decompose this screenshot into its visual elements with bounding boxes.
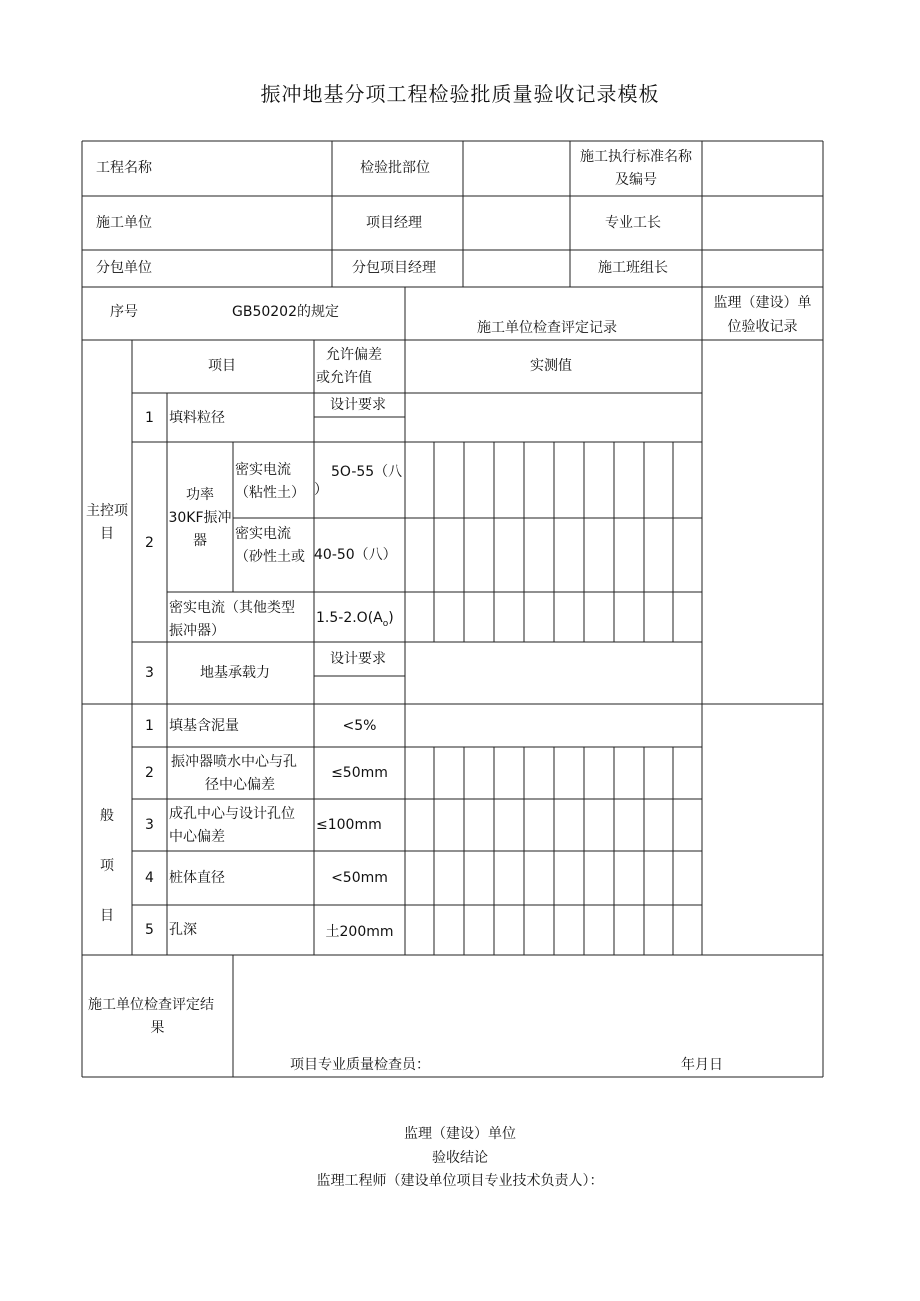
general-no-4: 4 bbox=[145, 870, 154, 886]
result-label-2: 果 bbox=[150, 1020, 165, 1036]
label-supervisor-record-2: 位验收记录 bbox=[727, 319, 798, 335]
footer-supervisor-unit: 监理（建设）单位 bbox=[404, 1126, 516, 1142]
label-seq: 序号 bbox=[110, 304, 138, 320]
current-other: 密实电流（其他类型 bbox=[169, 600, 295, 616]
general-no-2: 2 bbox=[145, 765, 154, 781]
general-value-1: <5% bbox=[342, 718, 377, 734]
footer-conclusion: 验收结论 bbox=[432, 1150, 488, 1166]
fill-size: 填料粒径 bbox=[169, 410, 225, 426]
general-value-2: ≤50mm bbox=[331, 765, 388, 781]
design-req-3: 设计要求 bbox=[330, 651, 386, 667]
current-other-2: 振冲器） bbox=[169, 623, 225, 639]
general-name-3: 成孔中心与设计孔位 bbox=[169, 806, 295, 822]
general-name-1: 填基含泥量 bbox=[169, 718, 239, 734]
power-label-2: 30KF振冲 bbox=[168, 510, 232, 526]
label-measured: 实测值 bbox=[530, 358, 572, 374]
current-clay-value: 5O-55（八 bbox=[331, 464, 403, 480]
label-standard-name: 施工执行标准名称 bbox=[580, 149, 692, 165]
current-sand-value: 40-50（八） bbox=[314, 547, 397, 563]
seq-2: 2 bbox=[145, 535, 154, 551]
result-date: 年月日 bbox=[681, 1057, 723, 1073]
label-supervisor-record: 监理（建设）单 bbox=[713, 295, 812, 311]
label-general-2: 项 bbox=[100, 858, 114, 874]
label-general-1: 般 bbox=[100, 808, 114, 824]
general-no-1: 1 bbox=[145, 718, 154, 734]
label-contractor-record: 施工单位检查评定记录 bbox=[477, 320, 617, 336]
current-sand: 密实电流 bbox=[235, 526, 291, 542]
general-no-5: 5 bbox=[145, 922, 154, 938]
label-tolerance-2: 或允许值 bbox=[316, 370, 372, 386]
power-label: 功率 bbox=[186, 487, 214, 503]
label-construction-unit: 施工单位 bbox=[96, 215, 152, 231]
current-sand-2: （砂性土或 bbox=[235, 549, 305, 565]
design-req-1: 设计要求 bbox=[330, 397, 386, 413]
label-item: 项目 bbox=[208, 358, 236, 374]
general-name-2: 振冲器喷水中心与孔 bbox=[171, 754, 297, 770]
seq-1: 1 bbox=[145, 410, 154, 426]
general-value-3: ≤100mm bbox=[316, 817, 382, 833]
current-other-value: $1.5-2.O(A_o)$ bbox=[316, 610, 394, 629]
general-name-3b: 中心偏差 bbox=[169, 829, 225, 845]
seq-3: 3 bbox=[145, 665, 154, 681]
label-subcontractor: 分包单位 bbox=[96, 260, 152, 276]
label-tolerance: 允许偏差 bbox=[326, 347, 382, 363]
label-team-leader: 施工班组长 bbox=[598, 260, 668, 276]
result-label: 施工单位检查评定结 bbox=[88, 997, 214, 1013]
footer-engineer: 监理工程师（建设单位项目专业技术负责人）： bbox=[316, 1173, 604, 1189]
quality-inspector: 项目专业质量检查员： bbox=[290, 1057, 430, 1073]
general-value-4: <50mm bbox=[331, 870, 388, 886]
label-standard-code: 及编号 bbox=[615, 172, 657, 188]
current-clay-2: （粘性土） bbox=[235, 485, 305, 501]
label-main-control-2: 目 bbox=[100, 526, 114, 542]
general-value-5: 土200mm bbox=[325, 924, 394, 940]
power-label-3: 器 bbox=[193, 533, 207, 549]
general-name-2b: 径中心偏差 bbox=[205, 777, 275, 793]
label-sub-project-manager: 分包项目经理 bbox=[352, 260, 436, 276]
bearing-capacity: 地基承载力 bbox=[200, 665, 270, 681]
label-foreman: 专业工长 bbox=[605, 215, 661, 231]
general-no-3: 3 bbox=[145, 817, 154, 833]
page-title: 振冲地基分项工程检验批质量验收记录模板 bbox=[260, 82, 660, 106]
label-main-control: 主控项 bbox=[86, 503, 128, 519]
general-name-5: 孔深 bbox=[169, 922, 197, 938]
label-inspection-part: 检验批部位 bbox=[360, 160, 430, 176]
current-clay-value-2: ） bbox=[314, 482, 328, 498]
label-project-name: 工程名称 bbox=[96, 160, 152, 176]
label-general-3: 目 bbox=[100, 908, 114, 924]
current-clay: 密实电流 bbox=[235, 462, 291, 478]
general-name-4: 桩体直径 bbox=[169, 870, 225, 886]
label-project-manager: 项目经理 bbox=[366, 215, 422, 231]
label-regulation: GB50202的规定 bbox=[232, 304, 339, 320]
